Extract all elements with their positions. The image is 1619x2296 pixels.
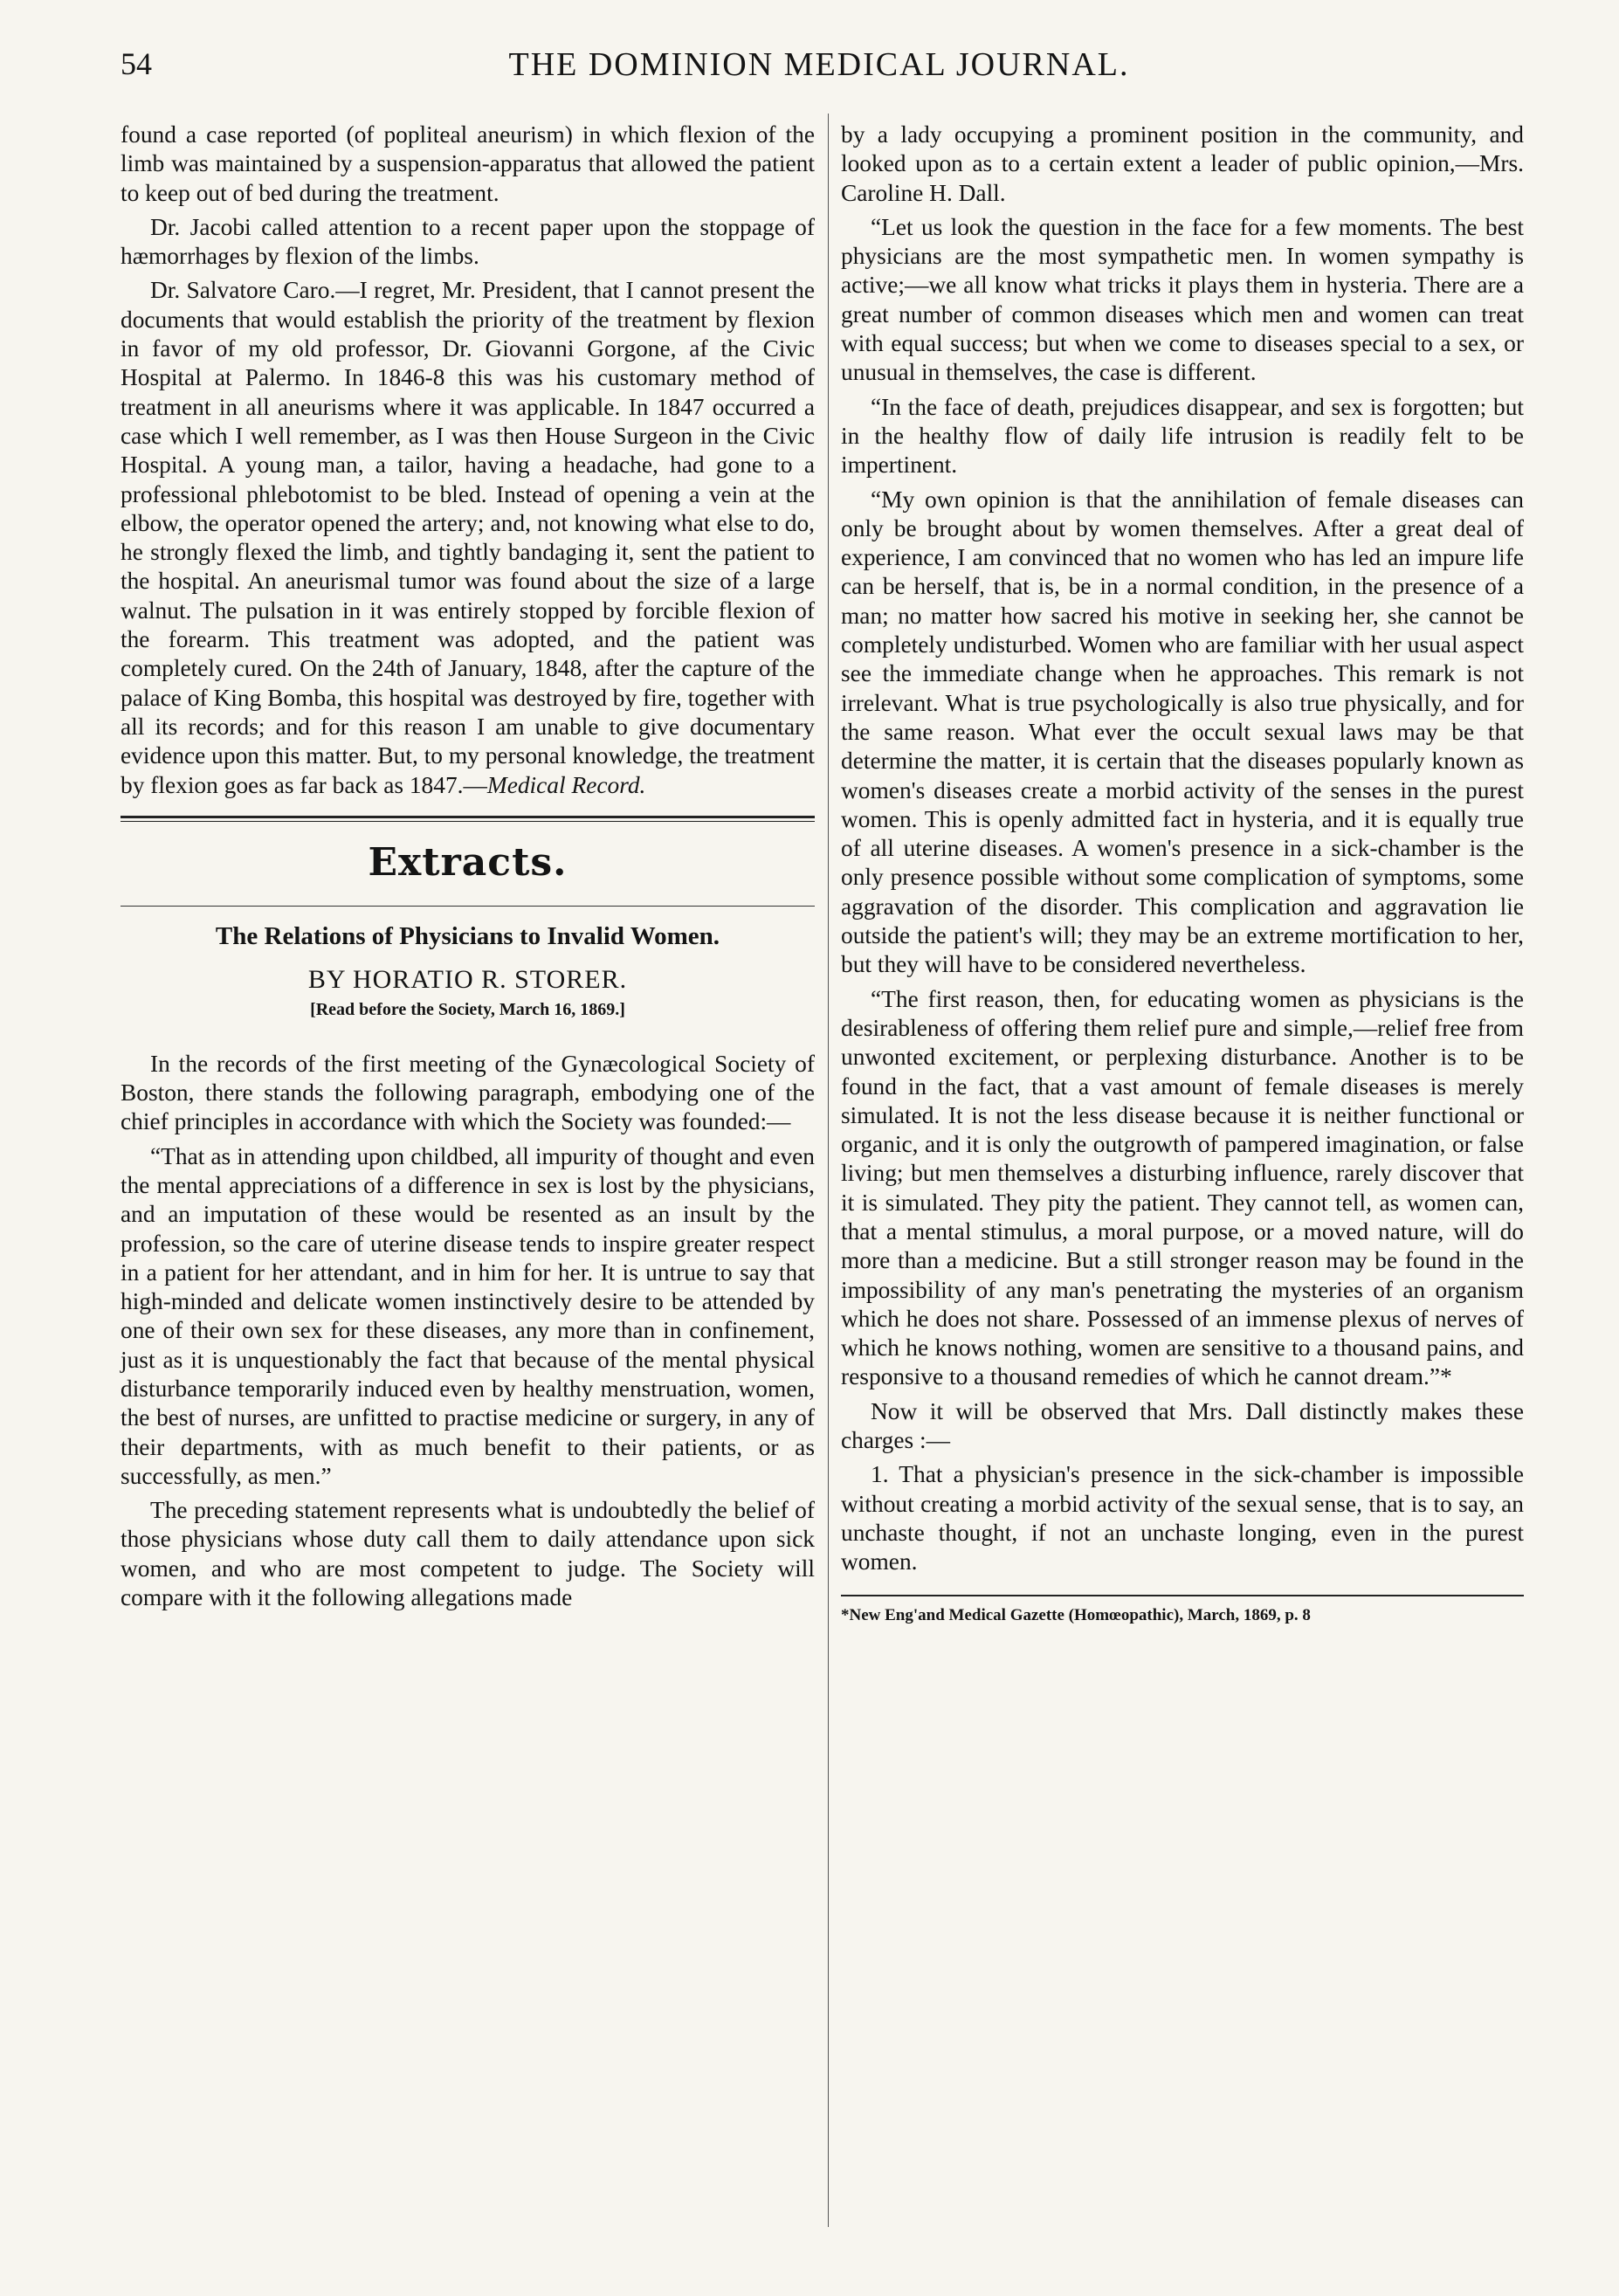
footnote-rule bbox=[841, 1595, 1524, 1596]
paragraph bbox=[121, 276, 815, 799]
article-title: The Relations of Physicians to Invalid Women. bbox=[215, 921, 720, 950]
paragraph: Dr. Jacobi called attention to a recent paper upon the stoppage of hæmorrhages by flexion of the limbs. bbox=[121, 213, 815, 270]
paragraph: by a lady occupying a prominent position in the community, and looked upon as to a certain extent a leader of public opinion,—Mrs. Caroline H. Dall. bbox=[841, 121, 1524, 206]
section-rule bbox=[121, 816, 815, 822]
byline: BY HORATIO R. STORER. bbox=[307, 965, 628, 995]
paragraph: Now it will be observed that Mrs. Dall distinctly makes these charges :— bbox=[841, 1397, 1524, 1454]
paragraph: In the records of the first meeting of the Gynæcological Society of Boston, there stands the following paragraph, embodying one of the chief principles in accordance with which the Society was founded:— bbox=[121, 1050, 815, 1135]
quotation-paragraph: “That as in attending upon childbed, all impurity of thought and even the mental appreciations of a difference in sex is lost by the physicians, and an imputation of these would be resented as an insult by the profession, so the care of uterine disease tends to inspire greater respect in a patient for her attendant, and in him for her. It is untrue to say that high-minded and delicate women instinctively desire to be attended by one of their own sex for these diseases, any more than in confinement, just as it is unquestionably the fact that because of the mental physical disturbance temporarily induced even by healthy menstruation, women, the best of nurses, are unfitted to practise medicine or surgery, in any of their departments, with as much benefit to their patients, or as successfully, as men.” bbox=[121, 1142, 815, 1489]
read-note: [Read before the Society, March 16, 1869.] bbox=[310, 1000, 625, 1020]
paragraph: found a case reported (of popliteal aneurism) in which flexion of the limb was maintained by a suspension-apparatus that allowed the patient to keep out of bed during the treatment. bbox=[121, 121, 815, 206]
footnote: *New Eng'and Medical Gazette (Homœopathic), March, 1869, p. 8 bbox=[841, 1605, 1311, 1624]
column-divider bbox=[828, 114, 829, 2227]
numbered-charge: 1. That a physician's presence in the sick-chamber is impossible without creating a morbid activity of the sexual sense, that is to say, an unchaste thought, if not an unchaste longing, even in the purest women. bbox=[841, 1461, 1524, 1575]
left-column bbox=[121, 121, 815, 1617]
source-citation: Medical Record. bbox=[486, 771, 646, 798]
section-heading: Extracts. bbox=[368, 839, 568, 885]
paragraph-text: Dr. Salvatore Caro.—I regret, Mr. President, that I cannot present the documents that would establish the priority of the treatment by flexion in favor of my old professor, Dr. Giovanni Gorgone, af the Civic Hospital at Palermo. In 1846-8 this was his customary method of treatment in all aneurisms where it was applicable. In 1847 occurred a case which I well remember, as I was then House Surgeon in the Civic Hospital. A young man, a tailor, having a headache, had gone to a professional phlebotomist to be bled. Instead of opening a vein at the elbow, the operator opened the artery; and, not knowing what else to do, he strongly flexed the limb, and tightly bandaging it, sent the patient to the hospital. An aneurismal tumor was found about the size of a large walnut. The pulsation in it was entirely stopped by forcible flexion of the forearm. This treatment was adopted, and the patient was completely cured. On the 24th of January, 1848, after the capture of the palace of King Bomba, this hospital was destroyed by fire, together with all its records; and for this reason I am unable to give documentary evidence upon this matter. But, to my personal knowledge, the treatment by flexion goes as far back as 1847.— bbox=[121, 277, 815, 798]
page-header bbox=[121, 42, 1518, 94]
quotation-paragraph: “Let us look the question in the face for a few moments. The best physicians are the most sympathetic men. In women sympathy is active;—we all know what tricks it plays them in hysteria. There are a great number of common diseases which men and women can treat with equal success; but when we come to diseases special to a sex, or unusual in themselves, the case is different. bbox=[841, 213, 1524, 386]
quotation-paragraph: “In the face of death, prejudices disappear, and sex is forgotten; but in the healthy flow of daily life intrusion is readily felt to be impertinent. bbox=[841, 393, 1524, 479]
page-number: 54 bbox=[121, 46, 152, 81]
quotation-paragraph: “The first reason, then, for educating women as physicians is the desirableness of offering them relief pure and simple,—relief free from unwonted excitement, or perplexing disturbance. Another is to be found in the fact, that a vast amount of female diseases is merely simulated. It is not the less disease because it is neither functional or organic, and it is only the outgrowth of pampered imagination, or false living; but men themselves a disturbing influence, rarely discover that it is simulated. They pity the patient. They cannot tell, as women can, that a mental stimulus, a moral purpose, or a moved nature, will do more than a medicine. But a still stronger reason may be found in the impossibility of any man's penetrating the mysteries of an organism which he does not share. Possessed of an immense plexus of nerves of which he knows nothing, women are sensitive to a thousand pains, and responsive to a thousand remedies of which he cannot dream.”* bbox=[841, 985, 1524, 1390]
quotation-paragraph: “My own opinion is that the annihilation of female diseases can only be brought about by women themselves. After a great deal of experience, I am convinced that no women who has led an impure life can be herself, that is, be in a normal condition, in the presence of a man; no matter how sacred his motive in seeking her, she cannot be completely undisturbed. Women who are familiar with her usual aspect see the immediate change when he approaches. This remark is not irrelevant. What is true psychologically is also true physically, and for the same reason. What ever the occult sexual laws may be that determine the matter, it is certain that the diseases popularly known as women's diseases create a morbid activity of the senses in the purest women. This is openly admitted fact in hysteria, and it is equally true of all uterine diseases. A women's presence in a sick-chamber is the only presence possible without some complication of symptoms, some aggravation of the disorder. This complication and aggravation lie outside the patient's will; they may be an extreme mortification to her, but they will have to be considered nevertheless. bbox=[841, 486, 1524, 978]
journal-title: THE DOMINION MEDICAL JOURNAL. bbox=[508, 46, 1130, 83]
divider-rule bbox=[121, 906, 815, 907]
paragraph: The preceding statement represents what is undoubtedly the belief of those physicians whose duty call them to daily attendance upon sick women, and who are most competent to judge. The Society will compare with it the following allegations made bbox=[121, 1497, 815, 1611]
right-column bbox=[841, 121, 1524, 1626]
